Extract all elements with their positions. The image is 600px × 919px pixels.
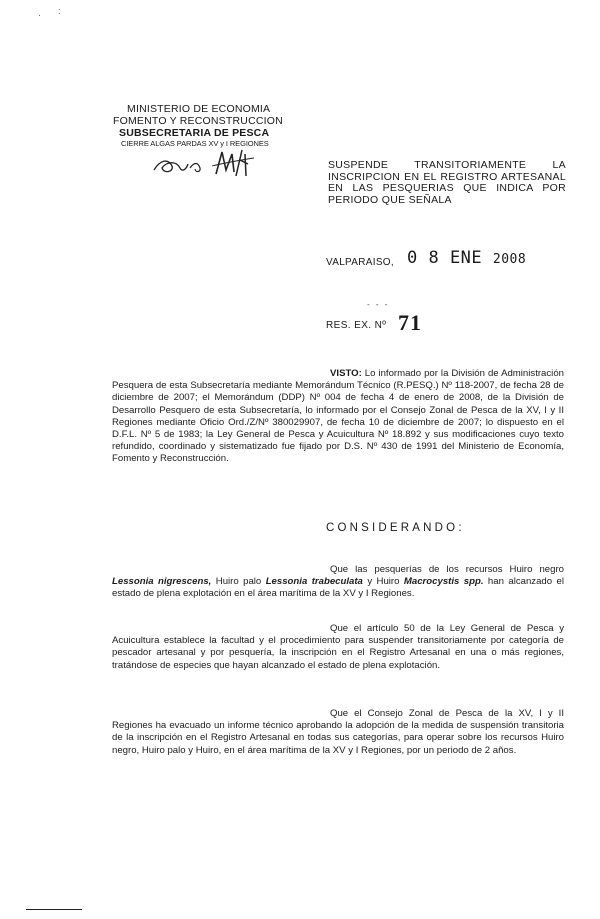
footer-rule [26, 909, 82, 910]
header-file-label: CIERRE ALGAS PARDAS XV y I REGIONES [121, 139, 269, 148]
p1-text-4: han alcanzado el estado de plena explotación en el área marítima de la XV y I Regiones. [112, 576, 564, 600]
header-subsecretaria: SUBSECRETARIA DE PESCA [119, 127, 270, 139]
header-fomento: FOMENTO Y RECONSTRUCCION [113, 115, 283, 127]
date-stamp [407, 248, 526, 268]
scan-speck: : [58, 6, 61, 16]
species-name-1: Lessonia nigrescens, [112, 576, 212, 588]
considerando-paragraph-3: Que el Consejo Zonal de Pesca de la XV, I y II Regiones ha evacuado un informe técnico aprobando la adopción de la medida de suspensión transitoria de la inscripción en el Registro Artesanal en todas sus categorías, para operar sobre los recursos Huiro negro, Huiro palo y Huiro, en el área marítima de la XV y I Regiones, por un periodo de 2 años. [112, 708, 564, 756]
scan-speck: · [38, 10, 41, 20]
species-name-3: Macrocystis spp. [403, 576, 484, 588]
date-day-month: 0 8 ENE [407, 248, 483, 268]
visto-keyword: VISTO: [330, 368, 362, 379]
p1-text-1: Que las pesquerías de los recursos Huiro negro [330, 564, 564, 575]
visto-paragraph [112, 368, 564, 466]
p1-text-2: Huiro palo [211, 576, 266, 588]
scan-marks: - - - [367, 300, 390, 309]
handwritten-signature [150, 146, 280, 180]
considerando-heading: CONSIDERANDO: [326, 522, 465, 534]
considerando-paragraph-2: Que el artículo 50 de la Ley General de Pesca y Acuicultura establece la facultad y el procedimiento para suspender transitoriamente por categoría de pescador artesanal y por pesquería, la inscripción en el Registro Artesanal en una o más regiones, tratándose de especies que hayan alcanzado el estado de plena explotación. [112, 623, 564, 671]
resolution-subject: SUSPENDE TRANSITORIAMENTE LA INSCRIPCION EN EL REGISTRO ARTESANAL EN LAS PESQUERIAS QUE INDICA POR PERIODO QUE SEÑALA [328, 159, 566, 206]
considerando-paragraph-1 [112, 564, 564, 601]
ministry-header [113, 103, 303, 149]
visto-text: Lo informado por la División de Administración Pesquera de esta Subsecretaría mediante Memorándum Técnico (R.PESQ.) Nº 118-2007, de fecha 28 de diciembre de 2007; el Memorándum (DDP) Nº 004 de fecha 4 de enero de 2008, de la División de Desarrollo Pesquero de esta Subsecretaría, lo informado por el Consejo Zonal de Pesca de la XV, I y II Regiones mediante Oficio Ord./Z/Nº 380029907, de fecha 10 de diciembre de 2007; lo dispuesto en el D.F.L. Nº 5 de 1983; la Ley General de Pesca y Acuicultura Nº 18.892 y sus modificaciones cuyo texto refundido, coordinado y sistematizado fue fijado por D.S. Nº 430 de 1991 del Ministerio de Economía, Fomento y Reconstrucción. [112, 368, 564, 465]
species-name-2: Lessonia trabeculata [265, 576, 363, 588]
header-ministry: MINISTERIO DE ECONOMIA [127, 103, 271, 115]
date-year: 2008 [492, 252, 527, 267]
resolution-number: 71 [398, 310, 422, 335]
p1-text-3: y Huiro [362, 576, 404, 588]
place-label: VALPARAISO, [326, 257, 394, 268]
resolution-label: RES. EX. Nº [326, 320, 387, 331]
